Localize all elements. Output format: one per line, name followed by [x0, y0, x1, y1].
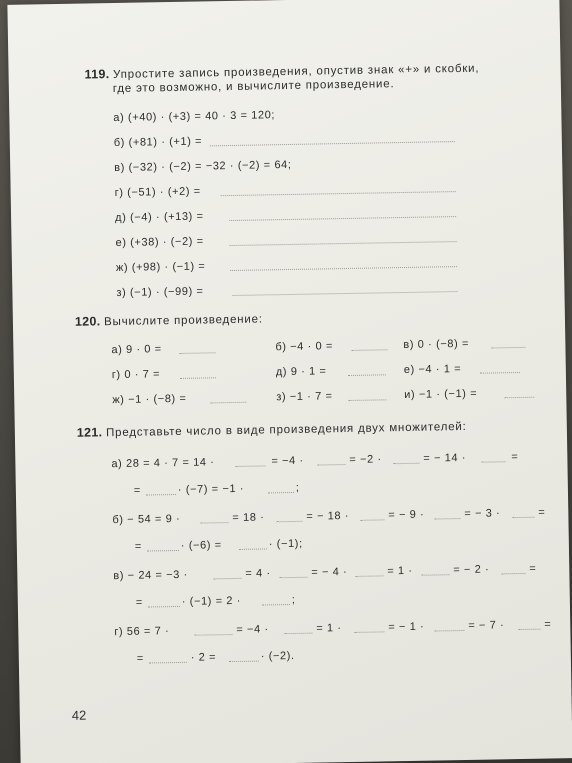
ex121-g-line2-part2: · 2 = [190, 651, 217, 664]
ex121-v-part3: = − 4 · [311, 566, 348, 579]
ex121-g-part3: = 1 · [316, 622, 342, 635]
ex120-item-a: а) 9 · 0 = [111, 343, 162, 357]
ex120-item-zh: ж) −1 · (−8) = [112, 392, 187, 407]
ex121-v-line2-part2: · (−1) = 2 · [181, 594, 242, 608]
ex119-number: 119. [84, 67, 110, 82]
ex121-b-part6: = [538, 506, 546, 519]
ex119-instruction-line2: где это возможно, и вычислите произведение. [112, 78, 395, 96]
ex120-answer-zh[interactable] [210, 392, 246, 404]
ex119-answer-b[interactable] [210, 131, 455, 146]
ex121-a-blank2[interactable] [317, 454, 345, 465]
ex120-answer-v[interactable] [491, 337, 525, 349]
ex121-a-blank1[interactable] [235, 455, 265, 467]
ex121-b-line2-end: · (−1); [268, 537, 303, 551]
ex121-b-blank1[interactable] [200, 512, 228, 523]
ex121-a-blank3[interactable] [393, 453, 419, 464]
ex120-answer-i[interactable] [504, 387, 534, 399]
ex119-answer-e[interactable] [229, 231, 456, 246]
ex119-item-a: а) (+40) · (+3) = 40 · 3 = 120; [113, 109, 276, 125]
ex121-v-part5: = − 2 · [453, 563, 490, 577]
ex121-g-part4: = − 1 · [388, 620, 425, 634]
ex121-a-line2-end: ; [295, 481, 300, 494]
ex120-answer-d[interactable] [348, 364, 386, 376]
ex121-v-part2: = 4 · [245, 567, 271, 580]
ex119-item-b: б) (+81) · (+1) = [113, 135, 203, 150]
ex121-v-part4: = 1 · [387, 564, 413, 578]
ex119-header [84, 61, 479, 82]
page-number: 42 [71, 707, 87, 723]
ex119-item-e: е) (+38) · (−2) = [115, 235, 204, 250]
ex121-v-line2-end: ; [291, 593, 296, 607]
ex121-v-blank3[interactable] [355, 565, 383, 576]
ex120-instruction: Вычислите произведение: [104, 313, 263, 329]
ex121-v-blank1[interactable] [213, 568, 241, 579]
ex121-b-part4: = − 9 · [388, 508, 425, 522]
ex121-g-blank7[interactable] [229, 651, 259, 663]
ex121-b-blank3[interactable] [360, 509, 384, 520]
ex121-a-part1: а) 28 = 4 · 7 = 14 · [111, 456, 215, 471]
ex119-answer-z[interactable] [232, 281, 457, 296]
ex121-a-part5: = [511, 451, 519, 464]
ex121-b-line2-part1: = [134, 540, 142, 553]
ex121-b-blank7[interactable] [239, 538, 267, 549]
ex120-item-b: б) −4 · 0 = [275, 340, 334, 354]
ex120-answer-z[interactable] [348, 389, 386, 401]
ex121-b-part5: = − 3 · [464, 507, 501, 520]
ex121-g-part5: = − 7 · [468, 619, 505, 632]
ex120-answer-g[interactable] [180, 367, 216, 379]
ex120-answer-e[interactable] [480, 362, 520, 374]
ex119-item-d: д) (−4) · (+13) = [115, 210, 204, 225]
ex121-v-line2-part1: = [135, 596, 143, 609]
ex121-g-line2-end: · (−2). [260, 649, 295, 663]
ex119-answer-d[interactable] [229, 206, 456, 221]
ex119-instruction-line1: Упростите запись произведения, опустив знак «+» и скобки, [113, 62, 480, 82]
ex121-a-part3: = −2 · [349, 453, 382, 466]
ex121-b-line2-part2: · (−6) = [180, 539, 222, 552]
ex119-answer-g[interactable] [221, 181, 456, 196]
ex121-g-blank2[interactable] [284, 623, 312, 634]
workbook-page [7, 0, 572, 763]
ex121-v-blank2[interactable] [279, 567, 307, 578]
ex121-b-part1: б) − 54 = 9 · [112, 512, 181, 527]
ex121-v-part6: = [529, 562, 537, 575]
ex121-g-blank5[interactable] [518, 619, 540, 630]
ex119-item-g: г) (−51) · (+2) = [114, 185, 201, 200]
ex121-a-part4: = − 14 · [423, 451, 467, 465]
ex120-item-g: г) 0 · 7 = [111, 368, 161, 382]
ex121-b-blank6[interactable] [147, 540, 179, 552]
ex121-v-blank6[interactable] [148, 596, 180, 608]
ex120-answer-b[interactable] [351, 339, 387, 351]
ex121-b-part3: = − 18 · [306, 509, 350, 523]
ex121-g-blank1[interactable] [194, 624, 232, 636]
ex121-v-blank4[interactable] [421, 564, 449, 575]
ex121-a-part2: = −4 · [271, 454, 304, 468]
ex120-item-e: е) −4 · 1 = [403, 363, 462, 377]
ex121-v-blank7[interactable] [262, 594, 290, 605]
ex121-instruction: Представьте число в виде произведения двух множителей: [105, 420, 467, 440]
ex121-v-blank5[interactable] [501, 563, 525, 574]
ex120-number: 120. [74, 314, 101, 329]
ex121-g-line2-part1: = [136, 652, 144, 665]
ex121-a-blank5[interactable] [146, 484, 176, 496]
ex121-b-part2: = 18 · [232, 511, 265, 525]
ex119-answer-zh[interactable] [230, 256, 457, 271]
ex120-item-d: д) 9 · 1 = [275, 365, 327, 379]
ex119-item-zh: ж) (+98) · (−1) = [115, 260, 206, 275]
ex120-item-z: з) −1 · 7 = [276, 390, 333, 404]
ex120-header [75, 311, 263, 328]
ex121-g-blank4[interactable] [434, 620, 464, 632]
ex121-b-blank2[interactable] [276, 511, 302, 522]
ex121-g-part1: г) 56 = 7 · [114, 625, 170, 639]
ex121-g-blank3[interactable] [354, 621, 384, 633]
ex121-a-line2-part2: · (−7) = −1 · [177, 482, 245, 496]
ex121-b-blank5[interactable] [512, 507, 534, 518]
ex121-number: 121. [76, 425, 103, 440]
ex121-b-blank4[interactable] [434, 508, 460, 519]
ex121-g-part2: = −4 · [236, 623, 269, 636]
ex121-a-blank6[interactable] [268, 482, 294, 493]
ex121-g-blank6[interactable] [149, 652, 187, 664]
ex119-item-z: з) (−1) · (−99) = [116, 285, 204, 300]
ex120-item-i: и) −1 · (−1) = [404, 387, 478, 402]
ex120-item-v: в) 0 · (−8) = [403, 337, 470, 352]
ex120-answer-a[interactable] [179, 342, 215, 354]
ex121-header [77, 419, 467, 440]
ex121-v-part1: в) − 24 = −3 · [113, 568, 188, 583]
ex121-g-part6: = [544, 618, 552, 631]
ex121-a-line2-part1: = [133, 484, 142, 497]
ex121-a-blank4[interactable] [481, 451, 505, 462]
ex119-item-v: в) (−32) · (−2) = −32 · (−2) = 64; [114, 158, 292, 175]
